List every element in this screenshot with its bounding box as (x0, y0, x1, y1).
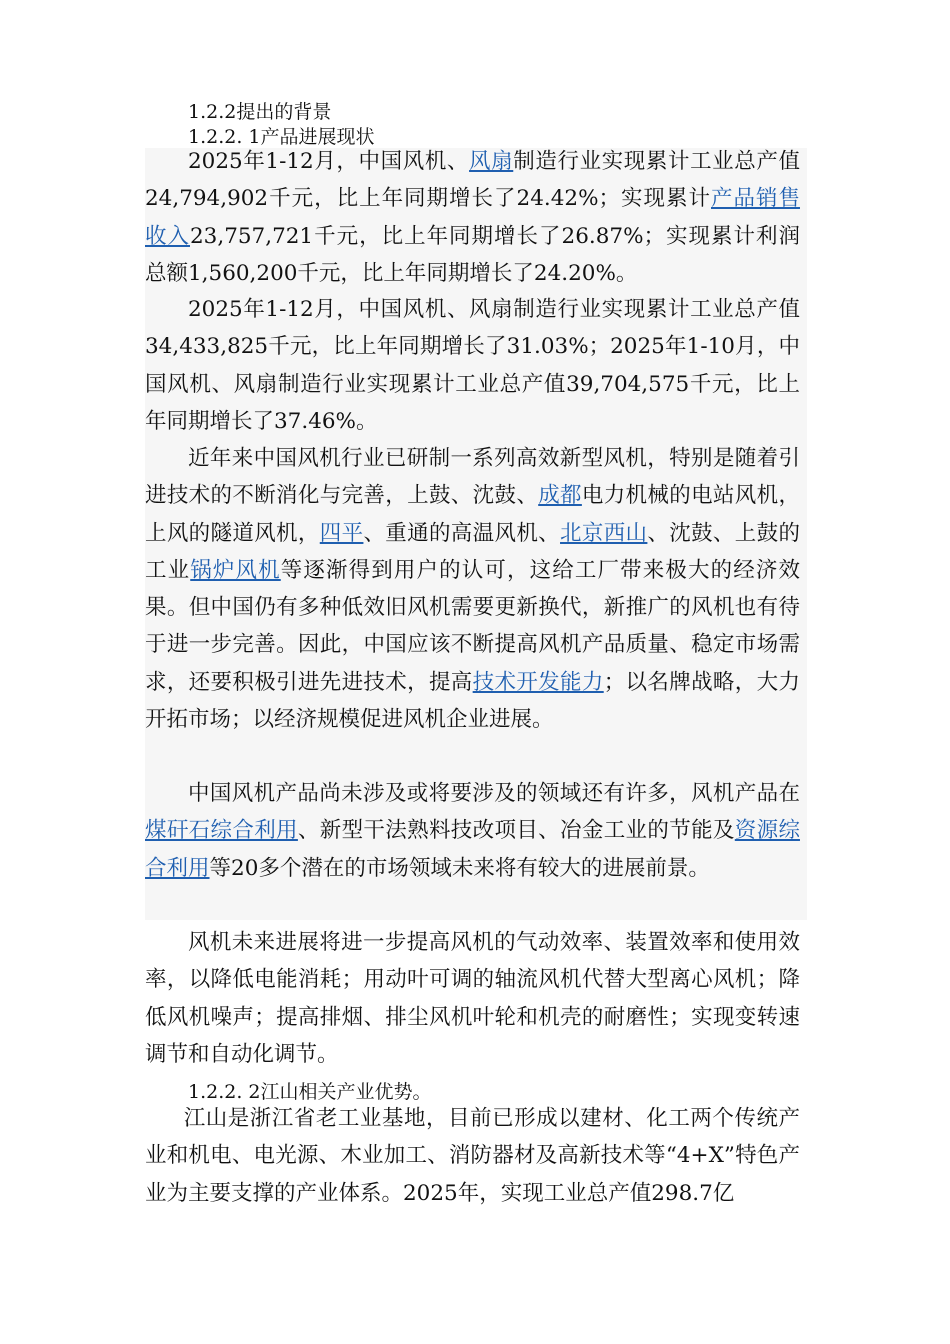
text-segment: 中国风机产品尚未涉及或将要涉及的领域还有许多，风机产品在 (188, 781, 800, 806)
text-segment: 电力机械的电站风机，上风的隧道风机， (145, 483, 800, 546)
paragraph-2025-output-second: 2025年1-12月，中国风机、风扇制造行业实现累计工业总产值34,433,825千元，比上年同期增长了31.03%；2025年1-10月，中国风机、风扇制造行业实现累计工业总产值39,704,575千元，比上年同期增长了37.46%。 (145, 297, 800, 434)
text-segment: ；以名牌战略，大力开拓市场；以经济规模促进风机企业进展。 (145, 669, 800, 733)
text-segment: 等20多个潜在的市场领域未来将有较大的进展前景。 (209, 855, 710, 881)
subsection-heading-product-status: 1.2.2. 1产品进展现状 (188, 126, 375, 148)
link-beijing-xishan[interactable]: 北京西山 (560, 520, 648, 546)
text-segment: 、重通的高温风机、 (363, 520, 561, 546)
paragraph-potential-markets (145, 775, 800, 887)
paragraph-future-development: 风机未来进展将进一步提高风机的气动效率、装置效率和使用效率，以降低电能消耗；用动叶可调的轴流风机代替大型离心风机；降低风机噪声；提高排烟、排尘风机叶轮和机壳的耐磨性；实现变转速调节和自动化调节。 (145, 930, 800, 1067)
subsection-heading-jiangshan-advantages: 1.2.2. 2江山相关产业优势。 (188, 1081, 432, 1103)
text-segment: 2025年1-12月，中国风机、 (188, 149, 470, 174)
text-segment: 制造行业实现累计工业总产值24,794,902千元，比上年同期增长了24.42%；实现累计 (145, 149, 800, 212)
text-segment: 近年来中国风机行业已研制一系列高效新型风机，特别是随着引进技术的不断消化与完善，上鼓、沈鼓、 (145, 446, 800, 509)
link-coal-gangue-utilization[interactable]: 煤矸石综合利用 (145, 818, 298, 844)
paragraph-jiangshan-industry: 江山是浙江省老工业基地，目前已形成以建材、化工两个传统产业和机电、电光源、木业加工、消防器材及高新技术等“4+X”特色产业为主要支撑的产业体系。2025年，实现工业总产值298.7亿 (145, 1106, 800, 1206)
text-segment: 、新型干法熟料技改项目、冶金工业的节能及 (297, 818, 735, 844)
text-segment: 23,757,721千元，比上年同期增长了26.87%；实现累计利润总额1,560,200千元，比上年同期增长了24.20%。 (145, 223, 800, 286)
link-chengdu[interactable]: 成都 (538, 483, 582, 509)
link-boiler-fan[interactable]: 锅炉风机 (190, 557, 281, 583)
text-segment: 、沈鼓、上鼓的工业 (145, 520, 800, 583)
link-siping[interactable]: 四平 (319, 520, 364, 546)
link-fan[interactable]: 风扇 (469, 149, 514, 174)
paragraph-2025-output (145, 143, 800, 292)
link-resource-utilization[interactable]: 资源综合利用 (145, 818, 800, 881)
section-heading-1-2-2: 1.2.2提出的背景 (188, 101, 332, 123)
link-product-sales-revenue[interactable]: 产品销售收入 (145, 186, 800, 249)
paragraph-industry-development (145, 440, 800, 738)
link-technology-development-capability[interactable]: 技术开发能力 (472, 669, 604, 695)
text-segment: 等逐渐得到用户的认可，这给工厂带来极大的经济效果。但中国仍有多种低效旧风机需要更新换代，新推广的风机也有待于进一步完善。因此，中国应该不断提高风机产品质量、稳定市场需求，还要积极引进先进技术，提高 (145, 557, 800, 695)
